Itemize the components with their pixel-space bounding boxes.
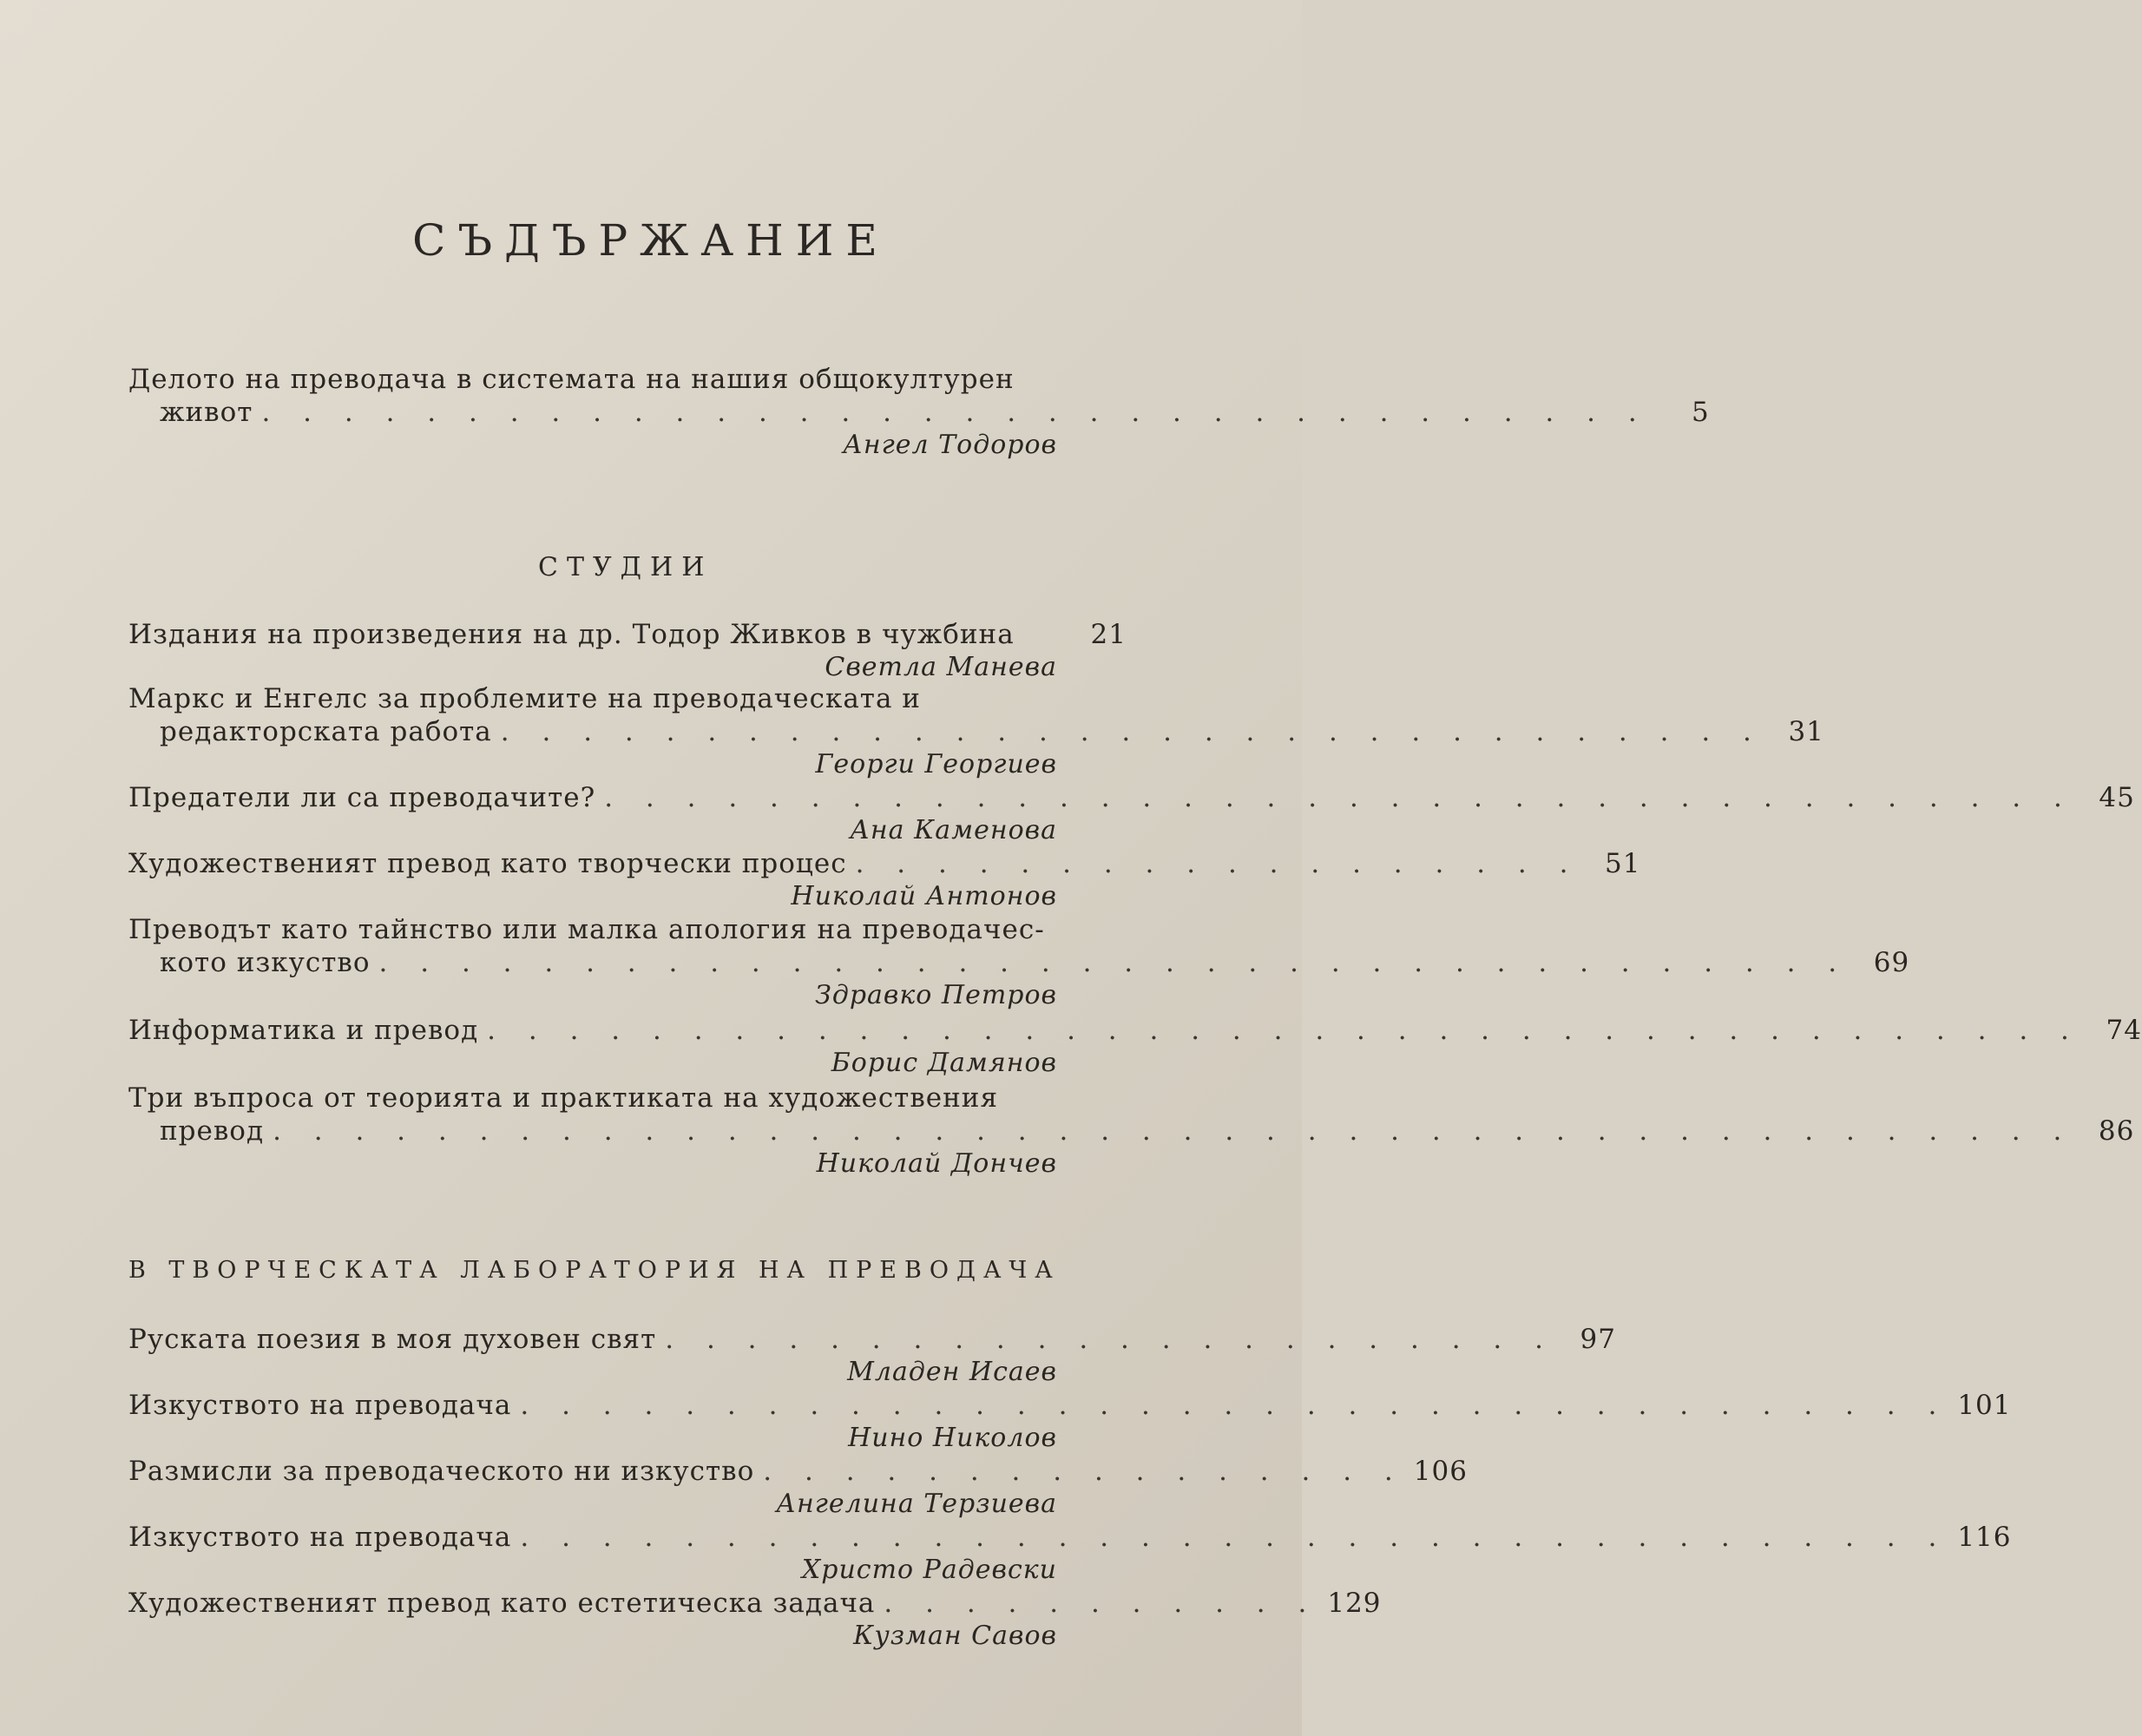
page-number: 129 (1327, 1588, 1382, 1619)
entry-author: Здравко Петров (815, 980, 1057, 1010)
page-number: 51 (1605, 848, 1641, 879)
page-number: 101 (1957, 1390, 2012, 1421)
entry-author: Ангел Тодоров (843, 430, 1057, 460)
entry-title-line2-row (128, 396, 1710, 429)
toc-entry (128, 1389, 2012, 1455)
page-number: 116 (1957, 1522, 2012, 1553)
entry-title-line1: Руската поезия в моя духовен свят (128, 1324, 657, 1355)
entry-title-line1: Изкуството на преводача (128, 1390, 512, 1421)
page-number: 86 (2098, 1115, 2135, 1147)
entry-title-line1: Маркс и Енгелс за проблемите на преводаческата и (128, 683, 921, 714)
toc-entry (128, 1082, 2135, 1180)
toc-entry (128, 1521, 2012, 1587)
entry-author: Ангелина Терзиева (776, 1489, 1057, 1519)
entry-author: Младен Исаев (847, 1357, 1057, 1387)
toc-entry-intro (128, 363, 1710, 462)
entry-author: Христо Радевски (801, 1555, 1057, 1585)
toc-entry (128, 1587, 1382, 1653)
page-number: 45 (2099, 782, 2135, 813)
page-number: 97 (1580, 1324, 1616, 1355)
entry-title-line1: Предатели ли са преводачите? (128, 782, 596, 813)
entry-title-line1: Делото на преводача в системата на нашия общокултурен (128, 364, 1015, 395)
toc-entry (128, 781, 2135, 847)
entry-title-line1: Три въпроса от теорията и практиката на художествения (128, 1082, 999, 1114)
entry-author: Николай Антонов (791, 881, 1057, 911)
toc-entry (128, 913, 1910, 1012)
toc-entry (128, 618, 1127, 684)
section-heading-studies: СТУДИИ (538, 552, 713, 582)
entry-title-line2: превод (160, 1115, 265, 1147)
toc-entry (128, 1014, 2142, 1080)
dot-leader: . . . . . . . . . . . . . . . . . . . . . . . . . . . . . . . . . . . . . . . . . . . . (273, 1115, 2074, 1147)
entry-author: Ана Каменова (850, 815, 1057, 845)
entry-title-line2: живот (160, 397, 253, 428)
entry-title-line1: Издания на произведения на др. Тодор Живков в чужбина (128, 619, 1015, 650)
dot-leader: . . . . . . . . . . . (884, 1588, 1319, 1619)
entry-title (128, 363, 1710, 429)
dot-leader: . . . . . . . . . . . . . . . . . . . . . . . . . . . . . . . . . . . . (378, 947, 1850, 978)
dot-leader: . . . . . . . . . . . . . . . . . . . . . . . . . . . . . . . . . . . (520, 1390, 1949, 1421)
entry-author: Николай Дончев (816, 1148, 1057, 1179)
entry-title-line1: Преводът като тайнство или малка апология на преводачес- (128, 914, 1045, 945)
entry-title-line2: кото изкуство (160, 947, 371, 978)
toc-entry (128, 847, 1641, 913)
dot-leader: . . . . . . . . . . . . . . . . (763, 1456, 1405, 1487)
page-number: 74 (2106, 1015, 2142, 1046)
entry-title-line2: редакторската работа (160, 716, 492, 747)
dot-leader: . . . . . . . . . . . . . . . . . . . . . . . . . . . . . . . . . . . . . . . (487, 1015, 2081, 1046)
entry-title-line1: Изкуството на преводача (128, 1522, 512, 1553)
entry-title-line1: Художественият превод като естетическа задача (128, 1588, 876, 1619)
toc-entry (128, 682, 1824, 781)
entry-author: Георги Георгиев (815, 749, 1057, 779)
entry-author: Борис Дамянов (831, 1048, 1057, 1078)
dot-leader: . . . . . . . . . . . . . . . . . . . . . . (665, 1324, 1555, 1355)
toc-entry (128, 1455, 1468, 1521)
dot-leader: . . . . . . . . . . . . . . . . . . . . . . . . . . . . . . . . . . . (520, 1522, 1949, 1553)
dot-leader: . . . . . . . . . . . . . . . . . . . . . . . . . . . . . . . . . . (261, 397, 1649, 428)
page-number: 31 (1788, 716, 1824, 747)
page-number: 5 (1691, 397, 1710, 428)
dot-leader: . . . . . . . . . . . . . . . . . . . . . . . . . . . . . . . (500, 716, 1764, 747)
entry-author: Светла Манева (825, 652, 1057, 682)
page-number: 69 (1873, 947, 1910, 978)
entry-title-line1: Информатика и превод (128, 1015, 479, 1046)
entry-title-line1: Размисли за преводаческото ни изкуство (128, 1456, 755, 1487)
dot-leader: . . . . . . . . . . . . . . . . . . . . . . . . . . . . . . . . . . . . (604, 782, 2074, 813)
section-heading-lab: В ТВОРЧЕСКАТА ЛАБОРАТОРИЯ НА ПРЕВОДАЧА (128, 1257, 1061, 1284)
toc-entry (128, 1323, 1616, 1389)
entry-author: Кузман Савов (853, 1621, 1057, 1651)
entry-title-line1: Художественият превод като творчески процес (128, 848, 847, 879)
page-number: 21 (1090, 619, 1127, 650)
page-number: 106 (1413, 1456, 1468, 1487)
entry-author: Нино Николов (848, 1423, 1057, 1453)
dot-leader: . . . . . . . . . . . . . . . . . . (855, 848, 1580, 879)
page-title: СЪДЪРЖАНИЕ (412, 215, 890, 266)
